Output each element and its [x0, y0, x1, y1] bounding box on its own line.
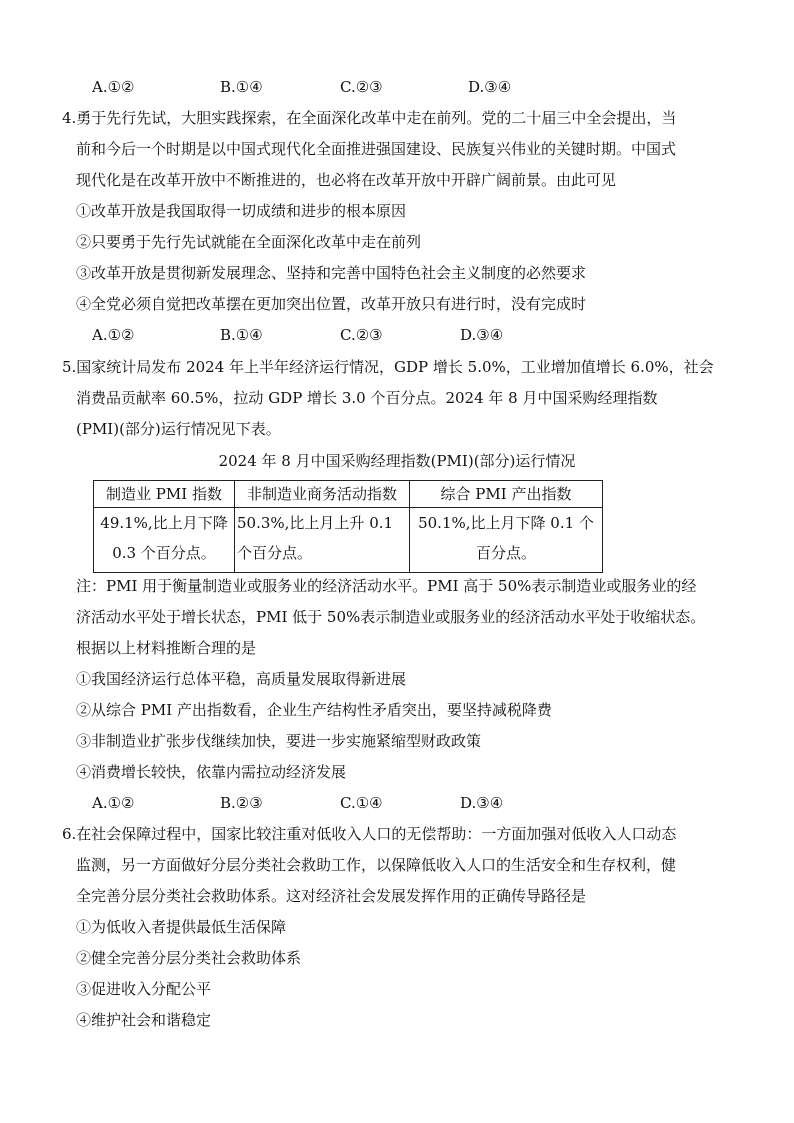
table-header-cell: 非制造业商务活动指数 — [235, 481, 410, 508]
table-header-cell: 综合 PMI 产出指数 — [410, 481, 603, 508]
table-cell: 50.1%,比上月下降 0.1 个百分点。 — [410, 508, 603, 573]
q5-item-2: ②从综合 PMI 产出指数看，企业生产结构性矛盾突出，要坚持减税降费 — [76, 701, 552, 719]
pmi-table — [93, 480, 603, 573]
option-c[interactable]: C.①④ — [340, 794, 383, 812]
q4-stem-line: 现代化是在改革开放中不断推进的，也必将在改革开放中开辟广阔前景。由此可见 — [76, 171, 617, 189]
q5-stem-line: 5.国家统计局发布 2024 年上半年经济运行情况，GDP 增长 5.0%，工业增加值增长 6.0%，社会 — [62, 358, 714, 376]
table-header-row — [94, 481, 603, 508]
q4-item-2: ②只要勇于先行先试就能在全面深化改革中走在前列 — [76, 233, 422, 251]
q5-item-1: ①我国经济运行总体平稳，高质量发展取得新进展 — [76, 670, 407, 688]
q5-note-line: 根据以上材料推断合理的是 — [76, 639, 257, 657]
table-cell: 49.1%,比上月下降 0.3 个百分点。 — [94, 508, 235, 573]
option-d[interactable]: D.③④ — [460, 794, 504, 812]
option-d[interactable]: D.③④ — [468, 78, 512, 96]
q5-stem-line: 消费品贡献率 60.5%，拉动 GDP 增长 3.0 个百分点。2024 年 8 月中国采购经理指数 — [76, 389, 658, 407]
q6-stem-line: 监测，另一方面做好分层分类社会救助工作，以保障低收入人口的生活安全和生存权利，健 — [76, 856, 677, 874]
option-a[interactable]: A.①② — [92, 326, 135, 344]
q5-stem-line: (PMI)(部分)运行情况见下表。 — [76, 420, 281, 438]
q4-stem-line: 前和今后一个时期是以中国式现代化全面推进强国建设、民族复兴伟业的关键时期。中国式 — [76, 140, 677, 158]
q6-item-2: ②健全完善分层分类社会救助体系 — [76, 949, 302, 967]
table-header-cell: 制造业 PMI 指数 — [94, 481, 235, 508]
option-d[interactable]: D.③④ — [460, 326, 504, 344]
q5-note-line: 注：PMI 用于衡量制造业或服务业的经济活动水平。PMI 高于 50%表示制造业或服务业的经 — [76, 577, 697, 595]
table-cell: 50.3%,比上月上升 0.1 个百分点。 — [235, 508, 410, 573]
table-title: 2024 年 8 月中国采购经理指数(PMI)(部分)运行情况 — [218, 452, 576, 470]
q6-item-3: ③促进收入分配公平 — [76, 980, 212, 998]
q6-item-1: ①为低收入者提供最低生活保障 — [76, 918, 287, 936]
q6-stem-line: 6.在社会保障过程中，国家比较注重对低收入人口的无偿帮助：一方面加强对低收入人口动态 — [62, 825, 677, 843]
q6-stem-line: 全完善分层分类社会救助体系。这对经济社会发展发挥作用的正确传导路径是 — [76, 887, 587, 905]
option-b[interactable]: B.②③ — [220, 794, 263, 812]
q5-note-line: 济活动水平处于增长状态，PMI 低于 50%表示制造业或服务业的经济活动水平处于收缩状态。 — [76, 608, 706, 626]
q5-item-3: ③非制造业扩张步伐继续加快，要进一步实施紧缩型财政政策 — [76, 732, 482, 750]
q6-item-4: ④维护社会和谐稳定 — [76, 1011, 212, 1029]
option-c[interactable]: C.②③ — [340, 78, 383, 96]
q4-stem-line: 4.勇于先行先试，大胆实践探索，在全面深化改革中走在前列。党的二十届三中全会提出，当 — [62, 109, 677, 127]
option-b[interactable]: B.①④ — [220, 326, 263, 344]
option-b[interactable]: B.①④ — [220, 78, 263, 96]
q4-item-3: ③改革开放是贯彻新发展理念、坚持和完善中国特色社会主义制度的必然要求 — [76, 264, 587, 282]
table-row — [94, 508, 603, 573]
q5-item-4: ④消费增长较快，依靠内需拉动经济发展 — [76, 763, 347, 781]
q4-item-1: ①改革开放是我国取得一切成绩和进步的根本原因 — [76, 202, 407, 220]
q4-item-4: ④全党必须自觉把改革摆在更加突出位置，改革开放只有进行时，没有完成时 — [76, 295, 587, 313]
option-c[interactable]: C.②③ — [340, 326, 383, 344]
option-a[interactable]: A.①② — [92, 78, 135, 96]
option-a[interactable]: A.①② — [92, 794, 135, 812]
